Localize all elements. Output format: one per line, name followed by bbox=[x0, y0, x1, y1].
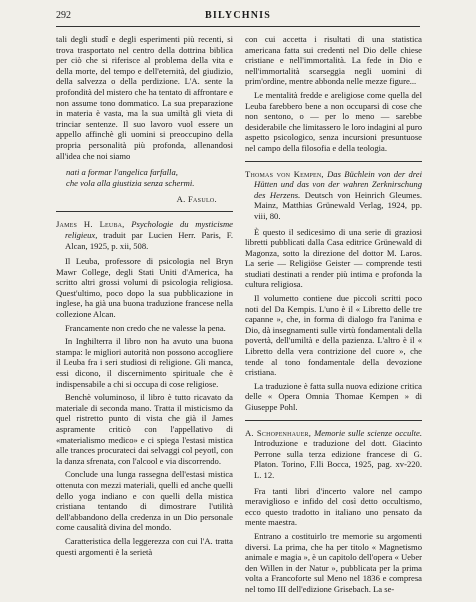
poem-quote bbox=[66, 167, 233, 188]
review-author: A. Schopenhauer, bbox=[245, 427, 312, 438]
review-heading bbox=[245, 169, 422, 222]
review-bibliographic-info: Introduzione e traduzione del dott. Giacinto Perrone sulla terza edizione francese di G. Platon. Torino, F.lli Bocca, 1925, pag. xv-220. L. 12. bbox=[254, 438, 422, 480]
body-paragraph: con cui accetta i risultati di una statistica americana fatta sui credenti nel Dio delle chiese cristiane e nell'immortalità. La fede in Dio e nell'immortalità scarseggia negli uomini di prim'ordine, mentre abbonda nelle mezze figure... bbox=[245, 34, 422, 87]
review-author: James H. Leuba, bbox=[56, 219, 125, 230]
review-bibliographic-info: Deutsch von Heinrich Gleumes. Mainz, Matthias Grünewald Verlag, 1924, pp. viii, 80. bbox=[254, 189, 422, 221]
review-bibliographic-info: traduit par Lucien Herr. Paris, F. Alcan, 1925, p. xii, 508. bbox=[65, 229, 233, 251]
body-paragraph: tali degli studî e degli esperimenti più recenti, si trova trasportato nel centro della dottrina biblica per ciò che si riferisce al problema della vita e della morte, del tempo e dell'eternità, del giudizio, della salvezza o della perdizione. L'A. sente la profondità del mistero che ha tentato di affrontare e non assume tono dommatico. La sua preparazione in materia è vasta, ma la sua umiltà gli vieta di trinciar sentenze. Il suo lavoro vuol essere un appello affinchè gli uomini si preoccupino della propria personalità più profonda, allenandosi all'idea che noi siamo bbox=[56, 34, 233, 161]
review-signature: A. Fasulo. bbox=[176, 194, 217, 205]
review-author: Thomas von Kempen, bbox=[245, 168, 324, 179]
review-heading bbox=[245, 428, 422, 481]
journal-title: BILYCHNIS bbox=[204, 10, 271, 21]
review-title: Das Büchlein von der drei Hütten und das von der wahren Zerknirschung des Herzens. bbox=[254, 168, 422, 200]
poem-line: nati a formar l'angelica farfalla, bbox=[66, 167, 178, 178]
section-divider bbox=[245, 420, 422, 421]
poem-line: che vola alla giustizia senza schermi. bbox=[66, 177, 195, 188]
body-paragraph: Entrano a costituirlo tre memorie su argomenti diversi. La prima, che ha per titolo « Magnetismo animale e magia », è un capitolo dell'opera « Ueber den Willen in der Natur », pubblicata per la prima volta a Francoforte sul Meno nel 1836 e compresa nel tomo III dell'edizione Grisebach. La se- bbox=[245, 530, 422, 594]
left-column bbox=[56, 34, 233, 557]
body-paragraph: Francamente non credo che ne valesse la pena. bbox=[65, 322, 226, 333]
body-paragraph: La traduzione è fatta sulla nuova edizione critica delle « Opera Omnia Thomae Kempen » di Giuseppe Pohl. bbox=[245, 380, 422, 412]
review-heading bbox=[56, 219, 233, 251]
body-paragraph: Il volumetto contiene due piccoli scritti poco noti del Da Kempis. L'uno è il « Libretto delle tre capanne », che, in forma di dialogo fra l'anima e Dio, dà insegnamenti sulle virtù fondamentali della povertà, dell'umiltà e della pazienza. L'altro è il « Libretto della vera contrizione del cuore », che tende al tono fondamentale della devozione cristiana. bbox=[245, 293, 422, 378]
body-paragraph: Fra tanti libri d'incerto valore nel campo meraviglioso e infido del così detto occultismo, ecco questo tradotto in italiano uno pensato da mente maestra. bbox=[245, 485, 422, 528]
body-paragraph: Le mentalità fredde e areligiose come quella del Leuba farebbero bene a non occuparsi di cose che non sentono, o — per lo meno — sarebbe desiderabile che limitassero le loro indagini al puro aspetto psicologico, senza incursioni presuntuose nel campo della filosofia e della teologia. bbox=[245, 89, 422, 153]
page-number: 292 bbox=[56, 10, 71, 21]
page-header bbox=[56, 8, 420, 27]
right-column bbox=[245, 34, 422, 595]
body-paragraph: Caratteristica della leggerezza con cui l'A. tratta questi argomenti è la serietà bbox=[56, 535, 233, 557]
body-paragraph: Benchè voluminoso, il libro è tutto ricavato da materiale di seconda mano. Tratta il misticismo da quel ristretto punto di vista che già il James aspramente criticò con l'appellativo di «materialismo medico» e ci spiega l'estasi mistica alle trances procurateci dai selvaggi col peyotl, con la danza sfrenata, con l'alcool e via discorrendo. bbox=[56, 392, 233, 466]
body-paragraph: In Inghilterra il libro non ha avuto una buona stampa: le migliori autorità non possono accogliere il Leuba fra i seri studiosi di religione. Gli manca, essi dicono, il discernimento spirituale che è indispensabile a chi si occupa di cose religiose. bbox=[56, 336, 233, 389]
body-paragraph: È questo il sedicesimo di una serie di graziosi libretti pubblicati dalla Casa editrice Grünewald di Magonza, sotto la direzione del dottor M. Laros. La serie — Religiöse Geister — comprende testi studiati destinati a render più intima e profonda la cultura religiosa. bbox=[245, 226, 422, 290]
review-title: Psychologie du mysticisme religieux, bbox=[65, 219, 233, 240]
section-divider bbox=[245, 161, 422, 162]
body-paragraph: Il Leuba, professore di psicologia nel Bryn Mawr College, degli Stati Uniti d'America, ha scritto altri grossi volumi di psicologia religiosa. Quest'ultimo, poco dopo la sua pubblicazione in inglese, ha già una buona traduzione francese nella collezione Alcan. bbox=[56, 256, 233, 320]
review-title: Memorie sulle scienze occulte. bbox=[314, 427, 422, 438]
body-paragraph: Conclude una lunga rassegna dell'estasi mistica ottenuta con mezzi materiali, quelli ed anche quelli dello yoga indiano e con quelli della mistica cristiana tentando di dimostrare l'utilità dell'abbandono della credenza in un Dio personale come causalità divina del mondo. bbox=[56, 469, 233, 533]
section-divider bbox=[56, 211, 233, 212]
